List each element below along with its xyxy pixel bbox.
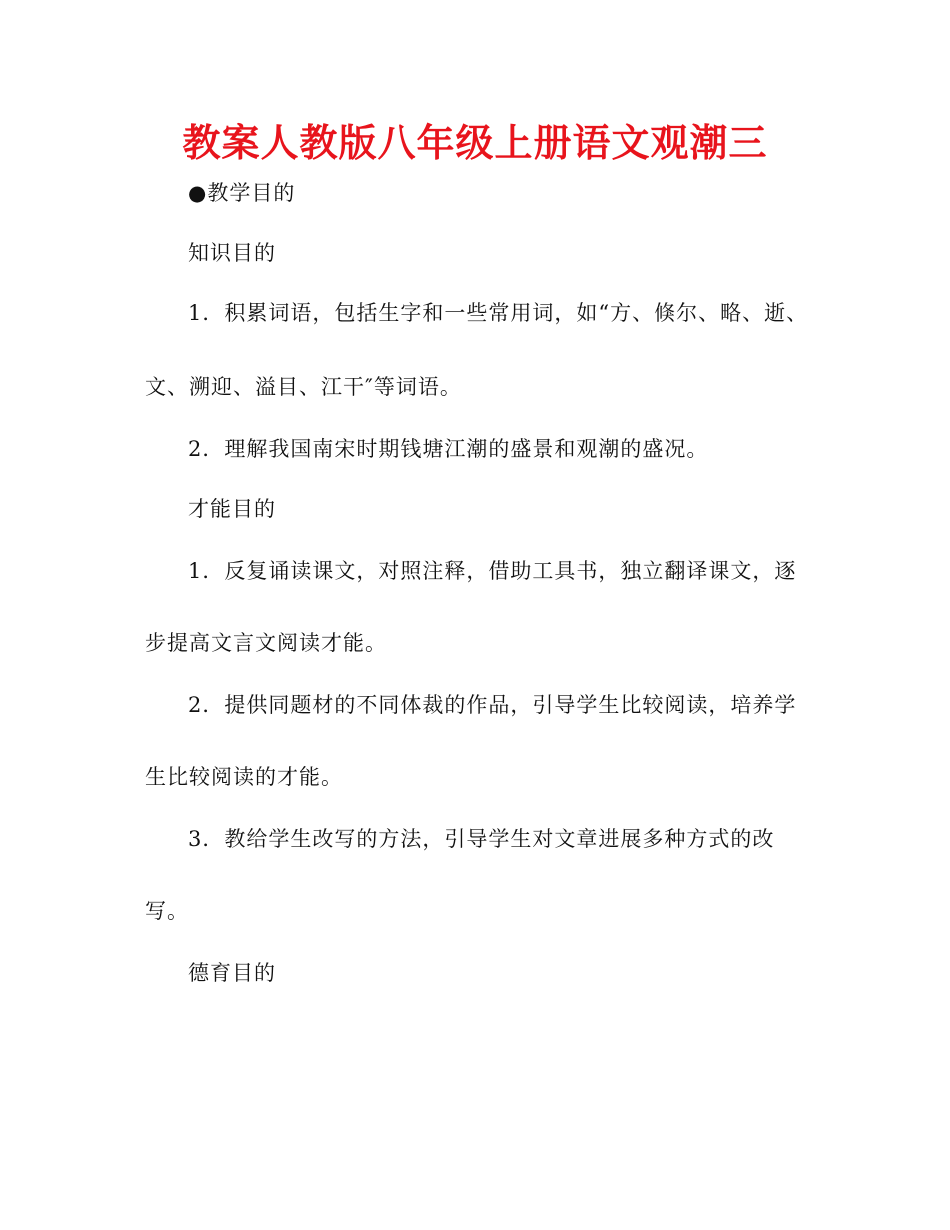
paragraph-line: 1．反复诵读课文，对照注释，借助工具书，独立翻译课文，逐 xyxy=(188,559,797,583)
subheading-ability-goals: 才能目的 xyxy=(188,497,276,521)
paragraph-line: 2．理解我国南宋时期钱塘江潮的盛景和观潮的盛况。 xyxy=(188,437,709,461)
section-heading-teaching-goals: ●教学目的 xyxy=(188,181,296,205)
paragraph-line: 步提高文言文阅读才能。 xyxy=(145,631,387,655)
paragraph-line: 生比较阅读的才能。 xyxy=(145,765,343,789)
paragraph-line: 1．积累词语，包括生字和一些常用词，如“方、倏尔、略、逝、 xyxy=(188,301,809,325)
paragraph-line: 写。 xyxy=(145,899,189,923)
subheading-knowledge-goals: 知识目的 xyxy=(188,241,276,265)
paragraph-line: 2．提供同题材的不同体裁的作品，引导学生比较阅读，培养学 xyxy=(188,693,797,717)
paragraph-line: 文、溯迎、溢目、江干″等词语。 xyxy=(145,375,462,399)
subheading-moral-goals: 德育目的 xyxy=(188,961,276,985)
page-title: 教案人教版八年级上册语文观潮三 xyxy=(182,121,768,165)
paragraph-line: 3．教给学生改写的方法，引导学生对文章进展多种方式的改 xyxy=(188,827,775,851)
